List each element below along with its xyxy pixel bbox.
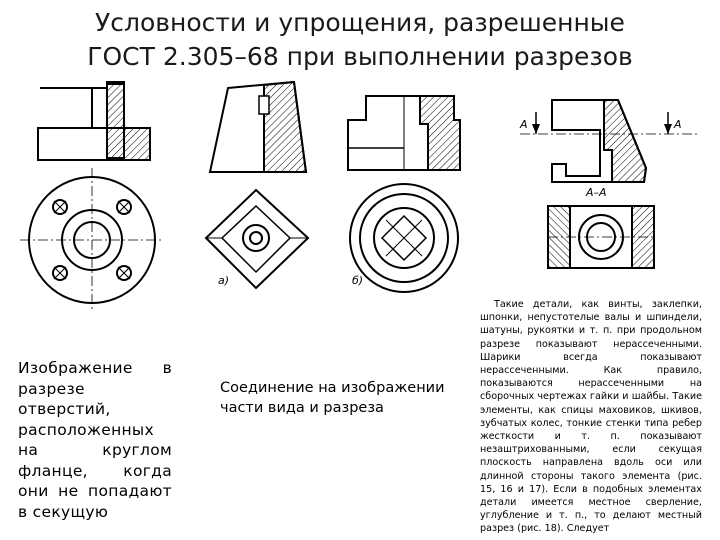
figure-a [206, 82, 308, 288]
section-view [548, 206, 654, 268]
figure-flange [20, 82, 164, 312]
section-front [520, 100, 700, 182]
flange-front-section [38, 82, 150, 160]
flange-hole [53, 266, 67, 280]
figure-a-front [210, 82, 306, 172]
label-section-right: А [674, 118, 682, 131]
title-line-2: ГОСТ 2.305–68 при выполнении разрезов [87, 42, 633, 71]
label-a: а) [218, 274, 230, 287]
label-section-name: А–А [586, 186, 607, 199]
figure-b-top [350, 184, 458, 292]
body-paragraph: Такие детали, как винты, заклепки, шпонки, непустотелые валы и шпиндели, шатуны, рукоятки и т. п. при продольном разрезе показывают нерассеченными. Шарики всегда показывают нерассеченными. Как правило, показываются нерассеченными на сборочных чертежах гайки и шайбы. Такие элементы, как спицы маховиков, шкивов, зубчатых колес, тонкие стенки типа ребер жесткости и т. п. показывают незаштрихованными, если секущая плоскость направлена вдоль оси или длинной стороны такого элемента (рис. 15, 16 и 17). Если в подобных элементах детали имеется местное сверление, углубление и т. п., то делают местный разрез (рис. 18). Следует [480, 299, 702, 535]
flange-hole [53, 200, 67, 214]
caption-middle: Соединение на изображении части вида и разреза [220, 380, 445, 416]
title-line-1: Условности и упрощения, разрешенные [95, 8, 625, 37]
flange-top-view [20, 168, 164, 312]
body-text [480, 298, 702, 540]
figure-b-front [348, 96, 460, 170]
label-b: б) [352, 274, 364, 287]
figure-section [519, 100, 700, 268]
caption-left: Изображение в разрезе отверстий, расположенных на круглом фланце, когда они не попадают в секущую [18, 359, 172, 521]
flange-hole [117, 266, 131, 280]
figure-b [348, 96, 460, 292]
label-section-left: А [520, 118, 528, 131]
flange-hole [117, 200, 131, 214]
